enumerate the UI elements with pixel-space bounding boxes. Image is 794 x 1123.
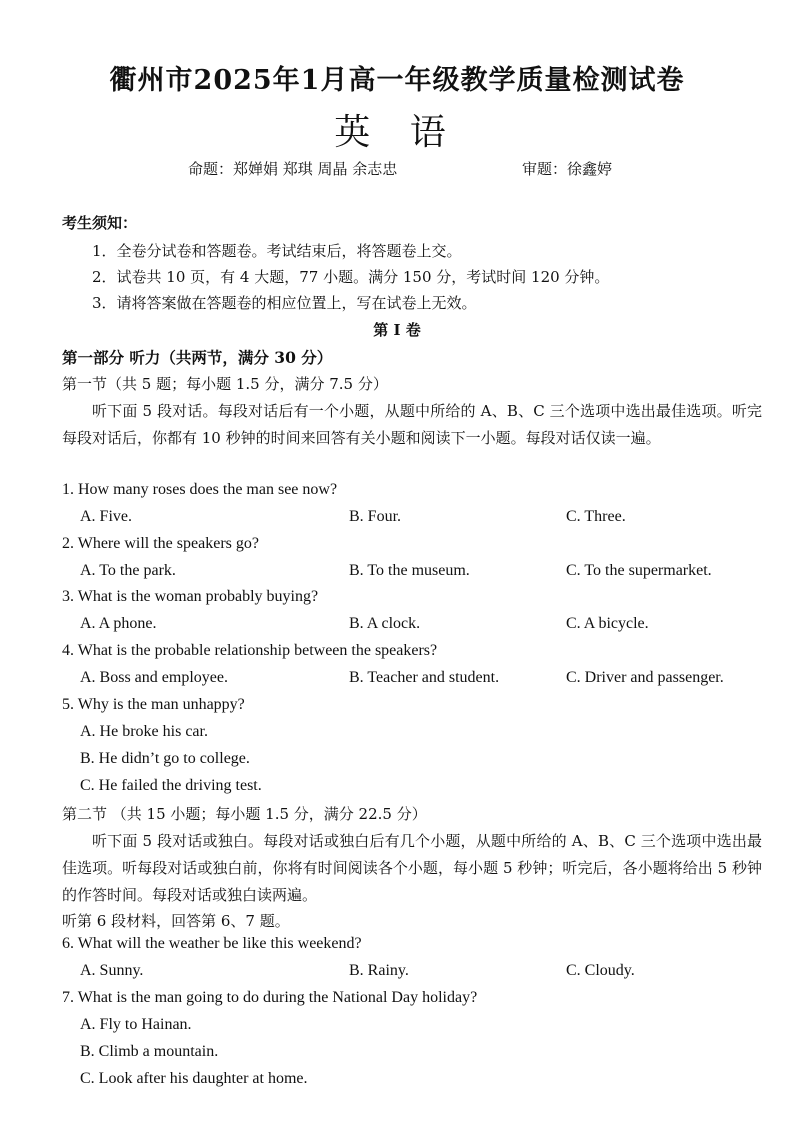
notice-item: 3．请将答案做在答题卷的相应位置上，写在试卷上无效。 bbox=[92, 294, 477, 312]
option-b: B. A clock. bbox=[349, 615, 421, 632]
section2-heading: 第二节 （共 15 小题；每小题 1.5 分，满分 22.5 分） bbox=[62, 805, 427, 823]
volume-heading: 第 I 卷 bbox=[373, 321, 421, 339]
section1-instructions: 听下面 5 段对话。每段对话后有一个小题，从题中所给的 A、B、C 三个选项中选出最佳选项。听完每段对话后，你都有 10 秒钟的时间来回答有关小题和阅读下一小题。每段对话仅读一遍。 bbox=[62, 402, 762, 447]
option-b: B. Teacher and student. bbox=[349, 669, 500, 686]
question-stem: 5. Why is the man unhappy? bbox=[62, 696, 245, 713]
option-c: C. He failed the driving test. bbox=[80, 777, 262, 794]
option-c: C. A bicycle. bbox=[566, 615, 649, 632]
option-a: A. A phone. bbox=[80, 615, 157, 632]
option-c: C. Driver and passenger. bbox=[566, 669, 724, 686]
option-b: B. To the museum. bbox=[349, 562, 470, 579]
question-stem: 3. What is the woman probably buying? bbox=[62, 588, 319, 605]
option-a: A. He broke his car. bbox=[80, 723, 208, 740]
material6-label: 听第 6 段材料，回答第 6、7 题。 bbox=[62, 912, 290, 930]
option-c: C. Cloudy. bbox=[566, 962, 635, 979]
question-stem: 2. Where will the speakers go? bbox=[62, 535, 259, 552]
section2-instructions: 听下面 5 段对话或独白。每段对话或独白后有几个小题，从题中所给的 A、B、C 三个选项中选出最佳选项。听每段对话或独白前，你将有时间阅读各个小题，每小题 5 秒钟；听完后，各小题将给出 5 秒钟的作答时间。每段对话或独白读两遍。 bbox=[62, 832, 762, 904]
option-a: A. Boss and employee. bbox=[80, 669, 228, 686]
option-a: A. To the park. bbox=[80, 562, 176, 579]
reviewer-line: 审题：徐鑫婷 bbox=[522, 160, 613, 178]
option-b: B. Rainy. bbox=[349, 962, 409, 979]
notice-item: 1．全卷分试卷和答题卷。考试结束后，将答题卷上交。 bbox=[92, 242, 462, 260]
part1-heading: 第一部分 听力（共两节，满分 30 分） bbox=[62, 348, 333, 367]
question-stem: 7. What is the man going to do during the National Day holiday? bbox=[62, 989, 478, 1006]
subject-title: 英 语 bbox=[334, 112, 460, 153]
option-a: A. Five. bbox=[80, 508, 132, 525]
option-c: C. Look after his daughter at home. bbox=[80, 1070, 308, 1087]
section1-heading: 第一节（共 5 题；每小题 1.5 分，满分 7.5 分） bbox=[62, 375, 388, 393]
option-a: A. Sunny. bbox=[80, 962, 144, 979]
option-a: A. Fly to Hainan. bbox=[80, 1016, 192, 1033]
option-c: C. To the supermarket. bbox=[566, 562, 712, 579]
option-b: B. Climb a mountain. bbox=[80, 1043, 219, 1060]
option-b: B. Four. bbox=[349, 508, 402, 525]
exam-title: 衢州市2025年1月高一年级教学质量检测试卷 bbox=[109, 65, 685, 96]
option-b: B. He didn’t go to college. bbox=[80, 750, 250, 767]
notice-item: 2．试卷共 10 页，有 4 大题，77 小题。满分 150 分，考试时间 120 分钟。 bbox=[92, 268, 610, 286]
question-stem: 4. What is the probable relationship between the speakers? bbox=[62, 642, 438, 659]
option-c: C. Three. bbox=[566, 508, 626, 525]
authors-line: 命题：郑婵娟 郑琪 周晶 余志忠 bbox=[188, 160, 398, 178]
question-stem: 6. What will the weather be like this weekend? bbox=[62, 935, 362, 952]
notice-heading: 考生须知： bbox=[62, 214, 138, 232]
question-stem: 1. How many roses does the man see now? bbox=[62, 481, 338, 498]
